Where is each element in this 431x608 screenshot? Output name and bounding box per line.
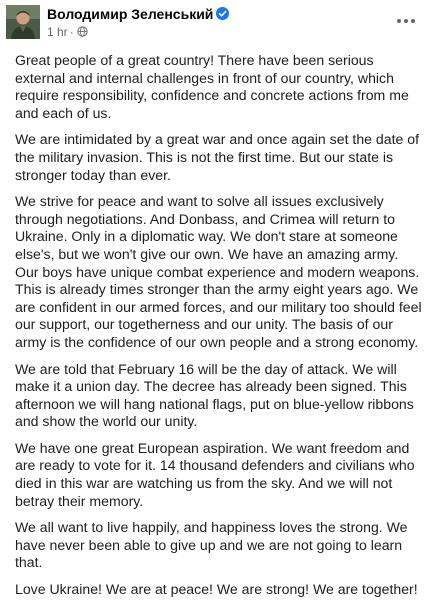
globe-icon[interactable] (77, 26, 88, 37)
post-paragraph: We are intimidated by a great war and once again set the date of the military invasion. This is not the first time. But our state is stronger today than ever. (15, 131, 420, 183)
post-paragraph: We all want to live happily, and happiness loves the strong. We have never been able to give up and we are not going to learn that. (15, 519, 408, 571)
more-options-button[interactable] (393, 10, 419, 32)
post-paragraph: Great people of a great country! There have been serious external and internal challenges in front of our country, which require responsibility, confidence and concrete actions from me and each of us. (15, 52, 409, 121)
post-meta (47, 25, 88, 39)
author-name-line (47, 6, 229, 23)
more-options-icon (396, 18, 416, 24)
post-paragraph: We have one great European aspiration. We want freedom and are ready to vote for it. 14 thousand defenders and civilians who died in this war are watching us from the sky. And we will not betray their memory. (15, 439, 415, 509)
post-paragraph: We strive for peace and want to solve all issues exclusively through negotiations. And Donbass, and Crimea will return to Ukraine. Only in a diplomatic way. We don't stare at someone else's, but we won't give our own. We have an amazing army. Our boys have unique combat experience and modern weapons. This is already times stronger than the army eight years ago. We are confident in our armed forces, and our military too should feel our support, our togetherness and our unity. The basis of our army is the confidence of our own people and a strong economy. (15, 193, 422, 350)
avatar[interactable] (6, 5, 40, 39)
avatar-image (6, 5, 40, 39)
post-paragraph: We are told that February 16 will be the day of attack. We will make it a union day. The decree has already been signed. This afternoon we will hang national flags, put on blue-yellow ribbons and show the world our unity. (15, 360, 414, 430)
post-paragraph: Love Ukraine! We are at peace! We are strong! We are together! (15, 581, 418, 598)
post-body (15, 52, 423, 608)
verified-badge-icon (216, 7, 229, 20)
post-timestamp[interactable]: 1 hr (47, 25, 68, 39)
meta-separator: · (69, 25, 74, 39)
post-header (0, 0, 431, 44)
author-name[interactable]: Володимир Зеленський (47, 6, 214, 22)
